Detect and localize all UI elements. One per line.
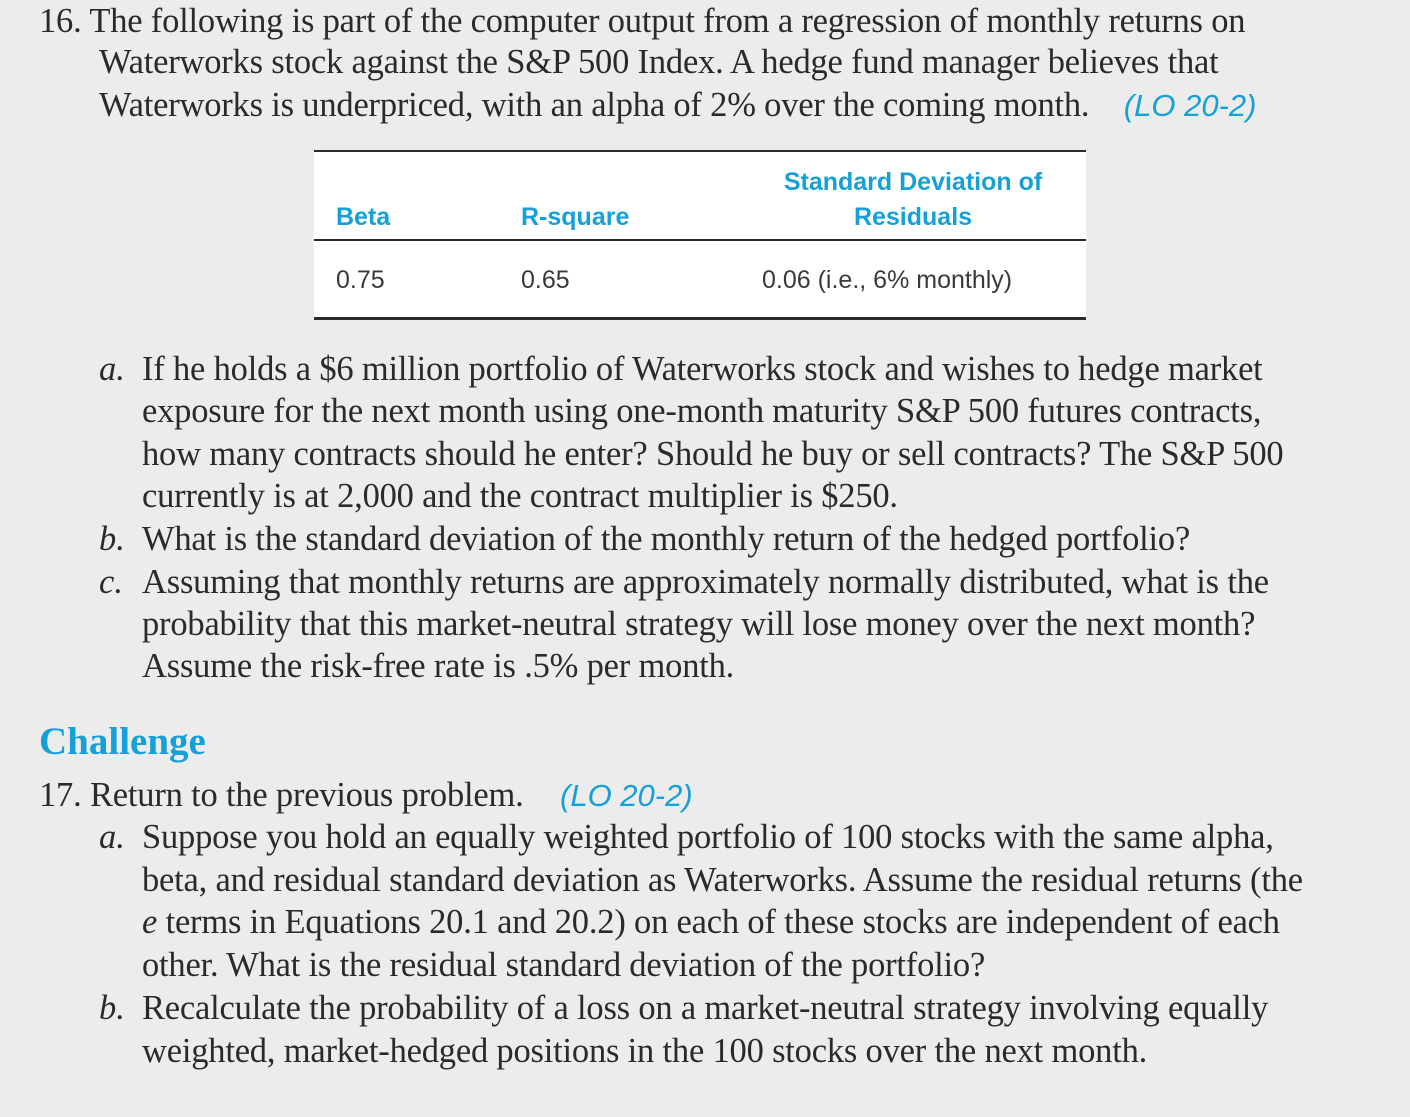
cell-rsquare-value: 0.65 — [521, 266, 570, 294]
part-16a-line-2: exposure for the next month using one-month maturity S&P 500 futures contracts, — [142, 392, 1262, 430]
part-16c-line-1: Assuming that monthly returns are approximately normally distributed, what is the — [142, 563, 1269, 601]
problem-16-learning-objective: (LO 20-2) — [1123, 88, 1257, 123]
part-17b-line-1: Recalculate the probability of a loss on a market-neutral strategy involving equally — [142, 989, 1269, 1027]
challenge-heading: Challenge — [39, 720, 206, 763]
regression-output-table — [314, 150, 1086, 320]
part-16c-line-2: probability that this market-neutral strategy will lose money over the next month? — [142, 605, 1256, 643]
part-16b-line-1: What is the standard deviation of the monthly return of the hedged portfolio? — [142, 520, 1191, 558]
part-16c-letter: c. — [99, 563, 123, 601]
part-17a-line-2: beta, and residual standard deviation as Waterworks. Assume the residual returns (the — [142, 861, 1303, 899]
problem-17-text: Return to the previous problem. — [89, 776, 524, 814]
problem-16-line-2: Waterworks stock against the S&P 500 Index. A hedge fund manager believes that — [99, 43, 1219, 81]
problem-16-line-1 — [39, 0, 1245, 43]
part-16b-letter: b. — [99, 520, 125, 558]
part-17a-text-3: terms in Equations 20.1 and 20.2) on each of these stocks are independent of each — [165, 903, 1280, 941]
cell-stddev-value: 0.06 (i.e., 6% monthly) — [762, 266, 1013, 294]
cell-beta-value: 0.75 — [336, 266, 385, 294]
problem-16-number: 16. — [39, 2, 82, 40]
header-rsquare: R-square — [521, 203, 630, 231]
header-beta: Beta — [336, 203, 391, 231]
residual-term-e: e — [142, 903, 158, 941]
problem-17-learning-objective: (LO 20-2) — [560, 778, 693, 813]
part-16a-line-4: currently is at 2,000 and the contract multiplier is $250. — [142, 477, 898, 515]
problem-17-number: 17. — [39, 776, 82, 814]
part-16a-line-1: If he holds a $6 million portfolio of Waterworks stock and wishes to hedge market — [142, 350, 1263, 388]
problem-16-text-1: The following is part of the computer output from a regression of monthly returns on — [89, 2, 1246, 40]
problem-17-line-1 — [39, 774, 693, 817]
part-16c-line-3: Assume the risk-free rate is .5% per month. — [142, 647, 735, 685]
table-header-rule — [314, 239, 1086, 241]
header-stddev-line-1: Standard Deviation of — [783, 168, 1043, 196]
part-17b-letter: b. — [99, 989, 125, 1027]
part-17a-line-1: Suppose you hold an equally weighted portfolio of 100 stocks with the same alpha, — [142, 818, 1274, 856]
part-17a-letter: a. — [99, 818, 125, 856]
part-17a-line-3 — [142, 901, 1280, 944]
header-stddev-line-2: Residuals — [853, 203, 973, 231]
part-16a-letter: a. — [99, 350, 125, 388]
problem-16-text-3: Waterworks is underpriced, with an alpha of 2% over the coming month. — [99, 86, 1090, 124]
part-17a-line-4: other. What is the residual standard deviation of the portfolio? — [142, 946, 986, 984]
part-17b-line-2: weighted, market-hedged positions in the 100 stocks over the next month. — [142, 1032, 1148, 1070]
part-16a-line-3: how many contracts should he enter? Should he buy or sell contracts? The S&P 500 — [142, 435, 1284, 473]
problem-16-line-3 — [99, 84, 1256, 127]
